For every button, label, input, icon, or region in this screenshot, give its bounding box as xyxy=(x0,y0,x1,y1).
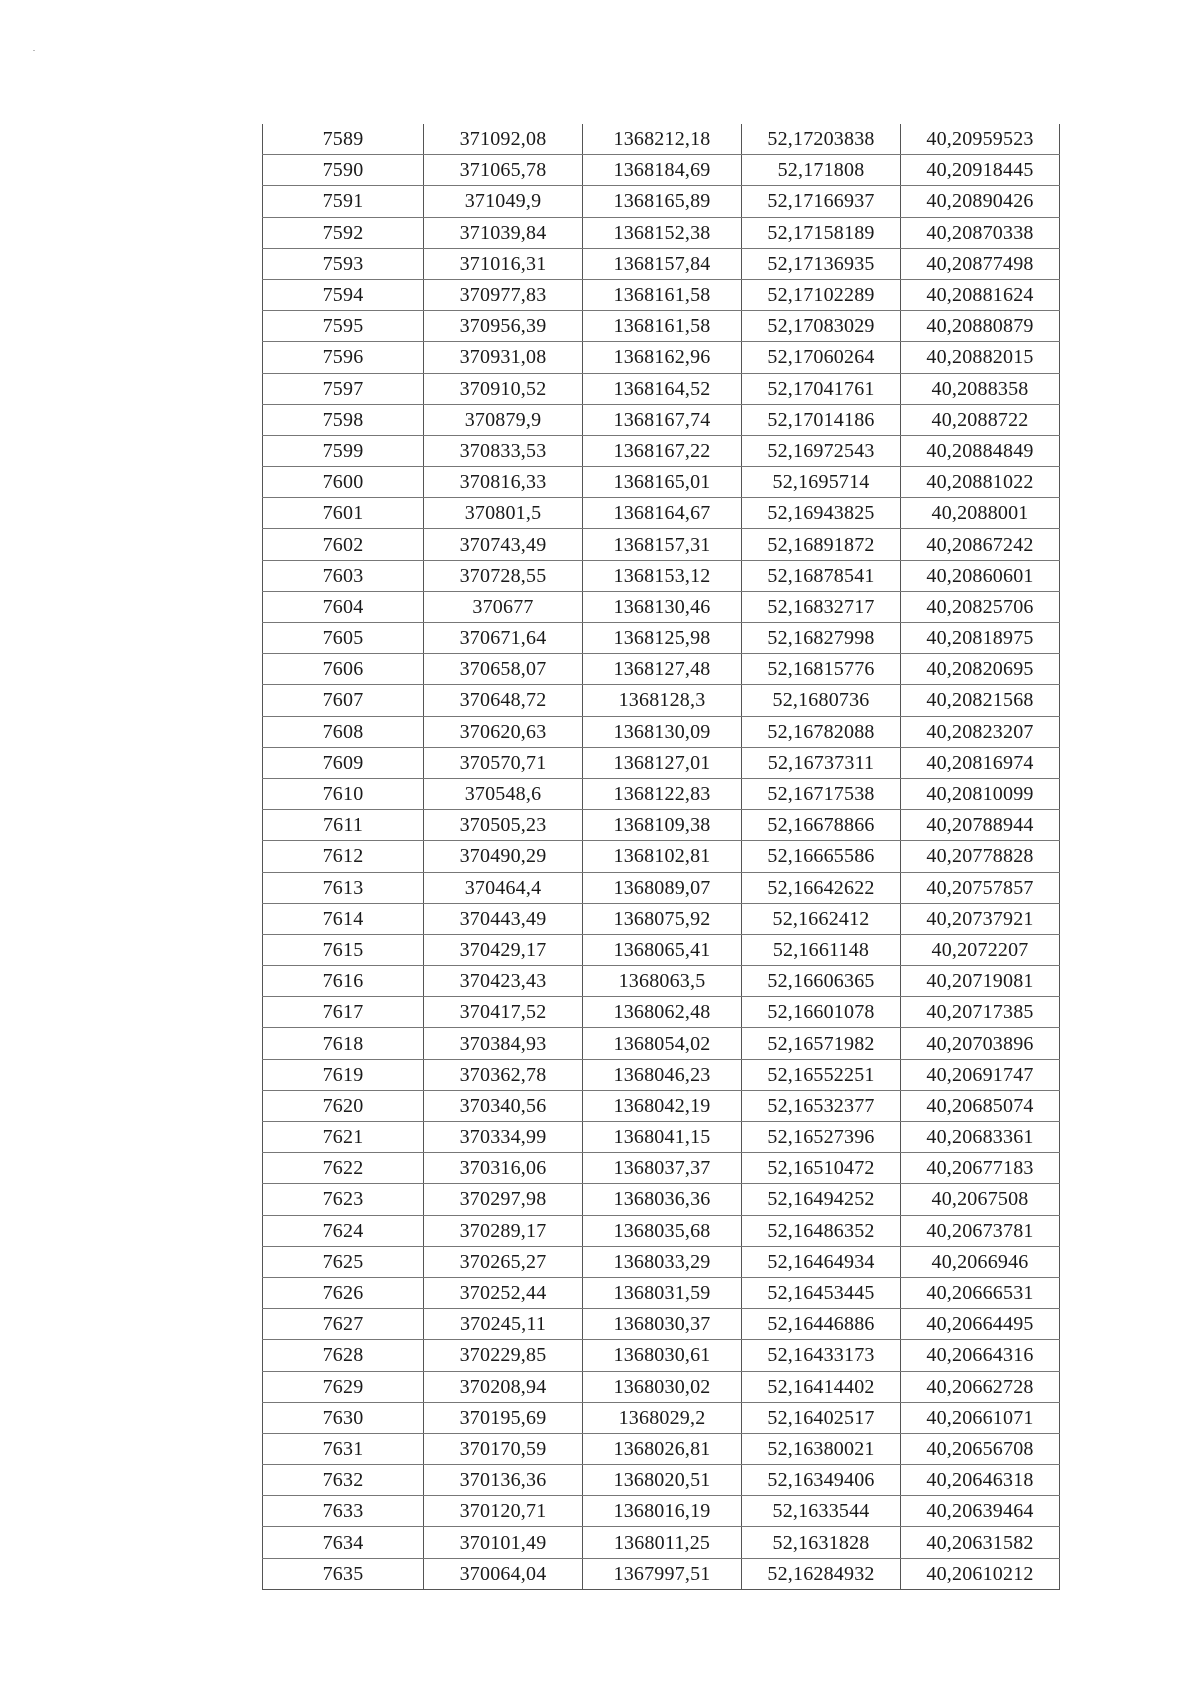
table-row xyxy=(263,1496,1060,1527)
x-coordinate-cell: 370505,23 xyxy=(424,810,583,841)
longitude-cell: 40,20788944 xyxy=(901,810,1060,841)
point-number-cell: 7617 xyxy=(263,997,424,1028)
longitude-cell: 40,20719081 xyxy=(901,966,1060,997)
latitude-cell: 52,16891872 xyxy=(742,529,901,560)
latitude-cell: 52,16527396 xyxy=(742,1122,901,1153)
point-number-cell: 7618 xyxy=(263,1028,424,1059)
x-coordinate-cell: 370265,27 xyxy=(424,1246,583,1277)
longitude-cell: 40,20646318 xyxy=(901,1465,1060,1496)
longitude-cell: 40,20823207 xyxy=(901,716,1060,747)
x-coordinate-cell: 371092,08 xyxy=(424,124,583,155)
longitude-cell: 40,20860601 xyxy=(901,560,1060,591)
latitude-cell: 52,171808 xyxy=(742,155,901,186)
table-row xyxy=(263,623,1060,654)
x-coordinate-cell: 370252,44 xyxy=(424,1277,583,1308)
x-coordinate-cell: 370648,72 xyxy=(424,685,583,716)
x-coordinate-cell: 370977,83 xyxy=(424,279,583,310)
longitude-cell: 40,2072207 xyxy=(901,934,1060,965)
x-coordinate-cell: 370289,17 xyxy=(424,1215,583,1246)
table-row xyxy=(263,1558,1060,1589)
y-coordinate-cell: 1368161,58 xyxy=(583,311,742,342)
latitude-cell: 52,1633544 xyxy=(742,1496,901,1527)
y-coordinate-cell: 1368164,52 xyxy=(583,373,742,404)
y-coordinate-cell: 1368026,81 xyxy=(583,1433,742,1464)
x-coordinate-cell: 370743,49 xyxy=(424,529,583,560)
y-coordinate-cell: 1368042,19 xyxy=(583,1090,742,1121)
y-coordinate-cell: 1368162,96 xyxy=(583,342,742,373)
longitude-cell: 40,20703896 xyxy=(901,1028,1060,1059)
x-coordinate-cell: 370340,56 xyxy=(424,1090,583,1121)
latitude-cell: 52,16402517 xyxy=(742,1402,901,1433)
latitude-cell: 52,17083029 xyxy=(742,311,901,342)
longitude-cell: 40,20661071 xyxy=(901,1402,1060,1433)
longitude-cell: 40,20656708 xyxy=(901,1433,1060,1464)
point-number-cell: 7624 xyxy=(263,1215,424,1246)
y-coordinate-cell: 1368031,59 xyxy=(583,1277,742,1308)
table-row xyxy=(263,1122,1060,1153)
latitude-cell: 52,16878541 xyxy=(742,560,901,591)
table-row xyxy=(263,279,1060,310)
x-coordinate-cell: 370316,06 xyxy=(424,1153,583,1184)
point-number-cell: 7597 xyxy=(263,373,424,404)
y-coordinate-cell: 1368030,61 xyxy=(583,1340,742,1371)
longitude-cell: 40,20683361 xyxy=(901,1122,1060,1153)
longitude-cell: 40,20820695 xyxy=(901,654,1060,685)
latitude-cell: 52,17102289 xyxy=(742,279,901,310)
table-row xyxy=(263,903,1060,934)
point-number-cell: 7627 xyxy=(263,1309,424,1340)
y-coordinate-cell: 1368130,09 xyxy=(583,716,742,747)
point-number-cell: 7595 xyxy=(263,311,424,342)
table-row xyxy=(263,1246,1060,1277)
point-number-cell: 7622 xyxy=(263,1153,424,1184)
y-coordinate-cell: 1368089,07 xyxy=(583,872,742,903)
longitude-cell: 40,20816974 xyxy=(901,747,1060,778)
y-coordinate-cell: 1368054,02 xyxy=(583,1028,742,1059)
point-number-cell: 7605 xyxy=(263,623,424,654)
table-row xyxy=(263,1028,1060,1059)
point-number-cell: 7596 xyxy=(263,342,424,373)
longitude-cell: 40,20757857 xyxy=(901,872,1060,903)
longitude-cell: 40,20884849 xyxy=(901,435,1060,466)
longitude-cell: 40,2067508 xyxy=(901,1184,1060,1215)
latitude-cell: 52,16606365 xyxy=(742,966,901,997)
table-row xyxy=(263,311,1060,342)
table-row xyxy=(263,810,1060,841)
y-coordinate-cell: 1367997,51 xyxy=(583,1558,742,1589)
y-coordinate-cell: 1368157,31 xyxy=(583,529,742,560)
y-coordinate-cell: 1368046,23 xyxy=(583,1059,742,1090)
longitude-cell: 40,20673781 xyxy=(901,1215,1060,1246)
longitude-cell: 40,20717385 xyxy=(901,997,1060,1028)
table-row xyxy=(263,966,1060,997)
latitude-cell: 52,16532377 xyxy=(742,1090,901,1121)
table-row xyxy=(263,1371,1060,1402)
x-coordinate-cell: 370490,29 xyxy=(424,841,583,872)
latitude-cell: 52,1695714 xyxy=(742,467,901,498)
x-coordinate-cell: 370548,6 xyxy=(424,778,583,809)
point-number-cell: 7601 xyxy=(263,498,424,529)
point-number-cell: 7612 xyxy=(263,841,424,872)
point-number-cell: 7629 xyxy=(263,1371,424,1402)
x-coordinate-cell: 370170,59 xyxy=(424,1433,583,1464)
table-row xyxy=(263,1215,1060,1246)
longitude-cell: 40,20662728 xyxy=(901,1371,1060,1402)
table-row xyxy=(263,997,1060,1028)
y-coordinate-cell: 1368157,84 xyxy=(583,248,742,279)
x-coordinate-cell: 370570,71 xyxy=(424,747,583,778)
y-coordinate-cell: 1368167,74 xyxy=(583,404,742,435)
y-coordinate-cell: 1368165,01 xyxy=(583,467,742,498)
point-number-cell: 7598 xyxy=(263,404,424,435)
y-coordinate-cell: 1368161,58 xyxy=(583,279,742,310)
x-coordinate-cell: 370677 xyxy=(424,591,583,622)
point-number-cell: 7606 xyxy=(263,654,424,685)
longitude-cell: 40,2088358 xyxy=(901,373,1060,404)
point-number-cell: 7613 xyxy=(263,872,424,903)
y-coordinate-cell: 1368184,69 xyxy=(583,155,742,186)
x-coordinate-cell: 371049,9 xyxy=(424,186,583,217)
x-coordinate-cell: 370136,36 xyxy=(424,1465,583,1496)
latitude-cell: 52,16552251 xyxy=(742,1059,901,1090)
longitude-cell: 40,20959523 xyxy=(901,124,1060,155)
longitude-cell: 40,20825706 xyxy=(901,591,1060,622)
y-coordinate-cell: 1368125,98 xyxy=(583,623,742,654)
point-number-cell: 7635 xyxy=(263,1558,424,1589)
point-number-cell: 7620 xyxy=(263,1090,424,1121)
x-coordinate-cell: 370101,49 xyxy=(424,1527,583,1558)
longitude-cell: 40,20639464 xyxy=(901,1496,1060,1527)
latitude-cell: 52,16571982 xyxy=(742,1028,901,1059)
table-row xyxy=(263,467,1060,498)
y-coordinate-cell: 1368127,48 xyxy=(583,654,742,685)
point-number-cell: 7604 xyxy=(263,591,424,622)
point-number-cell: 7634 xyxy=(263,1527,424,1558)
x-coordinate-cell: 370334,99 xyxy=(424,1122,583,1153)
table-row xyxy=(263,529,1060,560)
longitude-cell: 40,20691747 xyxy=(901,1059,1060,1090)
latitude-cell: 52,16453445 xyxy=(742,1277,901,1308)
x-coordinate-cell: 370931,08 xyxy=(424,342,583,373)
x-coordinate-cell: 370362,78 xyxy=(424,1059,583,1090)
longitude-cell: 40,20882015 xyxy=(901,342,1060,373)
y-coordinate-cell: 1368037,37 xyxy=(583,1153,742,1184)
y-coordinate-cell: 1368041,15 xyxy=(583,1122,742,1153)
longitude-cell: 40,20880879 xyxy=(901,311,1060,342)
x-coordinate-cell: 370910,52 xyxy=(424,373,583,404)
table-row xyxy=(263,841,1060,872)
latitude-cell: 52,16717538 xyxy=(742,778,901,809)
y-coordinate-cell: 1368035,68 xyxy=(583,1215,742,1246)
point-number-cell: 7608 xyxy=(263,716,424,747)
latitude-cell: 52,17203838 xyxy=(742,124,901,155)
point-number-cell: 7616 xyxy=(263,966,424,997)
x-coordinate-cell: 370064,04 xyxy=(424,1558,583,1589)
longitude-cell: 40,20685074 xyxy=(901,1090,1060,1121)
table-row xyxy=(263,373,1060,404)
y-coordinate-cell: 1368075,92 xyxy=(583,903,742,934)
longitude-cell: 40,2088722 xyxy=(901,404,1060,435)
x-coordinate-cell: 370120,71 xyxy=(424,1496,583,1527)
y-coordinate-cell: 1368164,67 xyxy=(583,498,742,529)
latitude-cell: 52,16414402 xyxy=(742,1371,901,1402)
x-coordinate-cell: 370658,07 xyxy=(424,654,583,685)
longitude-cell: 40,20821568 xyxy=(901,685,1060,716)
y-coordinate-cell: 1368167,22 xyxy=(583,435,742,466)
x-coordinate-cell: 370195,69 xyxy=(424,1402,583,1433)
point-number-cell: 7609 xyxy=(263,747,424,778)
latitude-cell: 52,16433173 xyxy=(742,1340,901,1371)
x-coordinate-cell: 370423,43 xyxy=(424,966,583,997)
table-row xyxy=(263,1527,1060,1558)
y-coordinate-cell: 1368062,48 xyxy=(583,997,742,1028)
table-row xyxy=(263,1059,1060,1090)
x-coordinate-cell: 371016,31 xyxy=(424,248,583,279)
coordinates-table-body xyxy=(263,124,1060,1589)
point-number-cell: 7614 xyxy=(263,903,424,934)
x-coordinate-cell: 370417,52 xyxy=(424,997,583,1028)
table-row xyxy=(263,1465,1060,1496)
latitude-cell: 52,16446886 xyxy=(742,1309,901,1340)
longitude-cell: 40,20666531 xyxy=(901,1277,1060,1308)
longitude-cell: 40,20810099 xyxy=(901,778,1060,809)
table-row xyxy=(263,591,1060,622)
longitude-cell: 40,20818975 xyxy=(901,623,1060,654)
point-number-cell: 7633 xyxy=(263,1496,424,1527)
table-row xyxy=(263,872,1060,903)
x-coordinate-cell: 370816,33 xyxy=(424,467,583,498)
longitude-cell: 40,20778828 xyxy=(901,841,1060,872)
coordinates-table xyxy=(262,124,1060,1590)
y-coordinate-cell: 1368122,83 xyxy=(583,778,742,809)
latitude-cell: 52,17060264 xyxy=(742,342,901,373)
x-coordinate-cell: 370229,85 xyxy=(424,1340,583,1371)
longitude-cell: 40,20677183 xyxy=(901,1153,1060,1184)
table-row xyxy=(263,1153,1060,1184)
longitude-cell: 40,20881022 xyxy=(901,467,1060,498)
x-coordinate-cell: 370464,4 xyxy=(424,872,583,903)
x-coordinate-cell: 370429,17 xyxy=(424,934,583,965)
point-number-cell: 7592 xyxy=(263,217,424,248)
longitude-cell: 40,20664495 xyxy=(901,1309,1060,1340)
table-row xyxy=(263,1277,1060,1308)
point-number-cell: 7600 xyxy=(263,467,424,498)
table-row xyxy=(263,342,1060,373)
table-row xyxy=(263,1340,1060,1371)
point-number-cell: 7626 xyxy=(263,1277,424,1308)
point-number-cell: 7625 xyxy=(263,1246,424,1277)
table-row xyxy=(263,778,1060,809)
y-coordinate-cell: 1368152,38 xyxy=(583,217,742,248)
table-row xyxy=(263,155,1060,186)
longitude-cell: 40,20610212 xyxy=(901,1558,1060,1589)
latitude-cell: 52,16349406 xyxy=(742,1465,901,1496)
y-coordinate-cell: 1368065,41 xyxy=(583,934,742,965)
point-number-cell: 7630 xyxy=(263,1402,424,1433)
point-number-cell: 7593 xyxy=(263,248,424,279)
longitude-cell: 40,20870338 xyxy=(901,217,1060,248)
y-coordinate-cell: 1368030,02 xyxy=(583,1371,742,1402)
latitude-cell: 52,16737311 xyxy=(742,747,901,778)
table-row xyxy=(263,1090,1060,1121)
latitude-cell: 52,16678866 xyxy=(742,810,901,841)
latitude-cell: 52,16510472 xyxy=(742,1153,901,1184)
y-coordinate-cell: 1368020,51 xyxy=(583,1465,742,1496)
longitude-cell: 40,20890426 xyxy=(901,186,1060,217)
point-number-cell: 7619 xyxy=(263,1059,424,1090)
y-coordinate-cell: 1368033,29 xyxy=(583,1246,742,1277)
x-coordinate-cell: 370245,11 xyxy=(424,1309,583,1340)
table-row xyxy=(263,685,1060,716)
longitude-cell: 40,20737921 xyxy=(901,903,1060,934)
latitude-cell: 52,16972543 xyxy=(742,435,901,466)
table-row xyxy=(263,1402,1060,1433)
latitude-cell: 52,17041761 xyxy=(742,373,901,404)
point-number-cell: 7591 xyxy=(263,186,424,217)
point-number-cell: 7621 xyxy=(263,1122,424,1153)
table-row xyxy=(263,747,1060,778)
point-number-cell: 7610 xyxy=(263,778,424,809)
y-coordinate-cell: 1368153,12 xyxy=(583,560,742,591)
table-row xyxy=(263,560,1060,591)
x-coordinate-cell: 371039,84 xyxy=(424,217,583,248)
table-row xyxy=(263,1309,1060,1340)
y-coordinate-cell: 1368127,01 xyxy=(583,747,742,778)
point-number-cell: 7599 xyxy=(263,435,424,466)
x-coordinate-cell: 370208,94 xyxy=(424,1371,583,1402)
x-coordinate-cell: 370620,63 xyxy=(424,716,583,747)
x-coordinate-cell: 370297,98 xyxy=(424,1184,583,1215)
point-number-cell: 7589 xyxy=(263,124,424,155)
point-number-cell: 7602 xyxy=(263,529,424,560)
table-row xyxy=(263,124,1060,155)
table-row xyxy=(263,934,1060,965)
longitude-cell: 40,20867242 xyxy=(901,529,1060,560)
latitude-cell: 52,16832717 xyxy=(742,591,901,622)
point-number-cell: 7590 xyxy=(263,155,424,186)
table-row xyxy=(263,435,1060,466)
x-coordinate-cell: 370384,93 xyxy=(424,1028,583,1059)
latitude-cell: 52,16943825 xyxy=(742,498,901,529)
y-coordinate-cell: 1368165,89 xyxy=(583,186,742,217)
point-number-cell: 7607 xyxy=(263,685,424,716)
x-coordinate-cell: 370728,55 xyxy=(424,560,583,591)
y-coordinate-cell: 1368109,38 xyxy=(583,810,742,841)
y-coordinate-cell: 1368029,2 xyxy=(583,1402,742,1433)
latitude-cell: 52,16464934 xyxy=(742,1246,901,1277)
y-coordinate-cell: 1368063,5 xyxy=(583,966,742,997)
point-number-cell: 7611 xyxy=(263,810,424,841)
longitude-cell: 40,2066946 xyxy=(901,1246,1060,1277)
point-number-cell: 7623 xyxy=(263,1184,424,1215)
x-coordinate-cell: 370443,49 xyxy=(424,903,583,934)
latitude-cell: 52,1680736 xyxy=(742,685,901,716)
latitude-cell: 52,17014186 xyxy=(742,404,901,435)
y-coordinate-cell: 1368030,37 xyxy=(583,1309,742,1340)
y-coordinate-cell: 1368212,18 xyxy=(583,124,742,155)
longitude-cell: 40,20877498 xyxy=(901,248,1060,279)
y-coordinate-cell: 1368036,36 xyxy=(583,1184,742,1215)
latitude-cell: 52,16380021 xyxy=(742,1433,901,1464)
table-row xyxy=(263,716,1060,747)
latitude-cell: 52,17158189 xyxy=(742,217,901,248)
latitude-cell: 52,16494252 xyxy=(742,1184,901,1215)
longitude-cell: 40,2088001 xyxy=(901,498,1060,529)
point-number-cell: 7594 xyxy=(263,279,424,310)
latitude-cell: 52,16827998 xyxy=(742,623,901,654)
table-row xyxy=(263,1184,1060,1215)
y-coordinate-cell: 1368102,81 xyxy=(583,841,742,872)
y-coordinate-cell: 1368130,46 xyxy=(583,591,742,622)
latitude-cell: 52,16815776 xyxy=(742,654,901,685)
latitude-cell: 52,1662412 xyxy=(742,903,901,934)
x-coordinate-cell: 370879,9 xyxy=(424,404,583,435)
longitude-cell: 40,20918445 xyxy=(901,155,1060,186)
table-row xyxy=(263,186,1060,217)
table-row xyxy=(263,654,1060,685)
point-number-cell: 7631 xyxy=(263,1433,424,1464)
x-coordinate-cell: 370671,64 xyxy=(424,623,583,654)
longitude-cell: 40,20881624 xyxy=(901,279,1060,310)
latitude-cell: 52,16642622 xyxy=(742,872,901,903)
point-number-cell: 7603 xyxy=(263,560,424,591)
x-coordinate-cell: 370801,5 xyxy=(424,498,583,529)
x-coordinate-cell: 370833,53 xyxy=(424,435,583,466)
latitude-cell: 52,17166937 xyxy=(742,186,901,217)
point-number-cell: 7615 xyxy=(263,934,424,965)
latitude-cell: 52,17136935 xyxy=(742,248,901,279)
point-number-cell: 7628 xyxy=(263,1340,424,1371)
table-row xyxy=(263,404,1060,435)
latitude-cell: 52,16601078 xyxy=(742,997,901,1028)
latitude-cell: 52,16665586 xyxy=(742,841,901,872)
table-row xyxy=(263,498,1060,529)
latitude-cell: 52,16782088 xyxy=(742,716,901,747)
y-coordinate-cell: 1368128,3 xyxy=(583,685,742,716)
y-coordinate-cell: 1368011,25 xyxy=(583,1527,742,1558)
x-coordinate-cell: 371065,78 xyxy=(424,155,583,186)
longitude-cell: 40,20664316 xyxy=(901,1340,1060,1371)
latitude-cell: 52,16284932 xyxy=(742,1558,901,1589)
latitude-cell: 52,1661148 xyxy=(742,934,901,965)
latitude-cell: 52,1631828 xyxy=(742,1527,901,1558)
latitude-cell: 52,16486352 xyxy=(742,1215,901,1246)
longitude-cell: 40,20631582 xyxy=(901,1527,1060,1558)
table-row xyxy=(263,1433,1060,1464)
scan-speck xyxy=(33,50,35,51)
x-coordinate-cell: 370956,39 xyxy=(424,311,583,342)
table-row xyxy=(263,248,1060,279)
point-number-cell: 7632 xyxy=(263,1465,424,1496)
table-row xyxy=(263,217,1060,248)
y-coordinate-cell: 1368016,19 xyxy=(583,1496,742,1527)
